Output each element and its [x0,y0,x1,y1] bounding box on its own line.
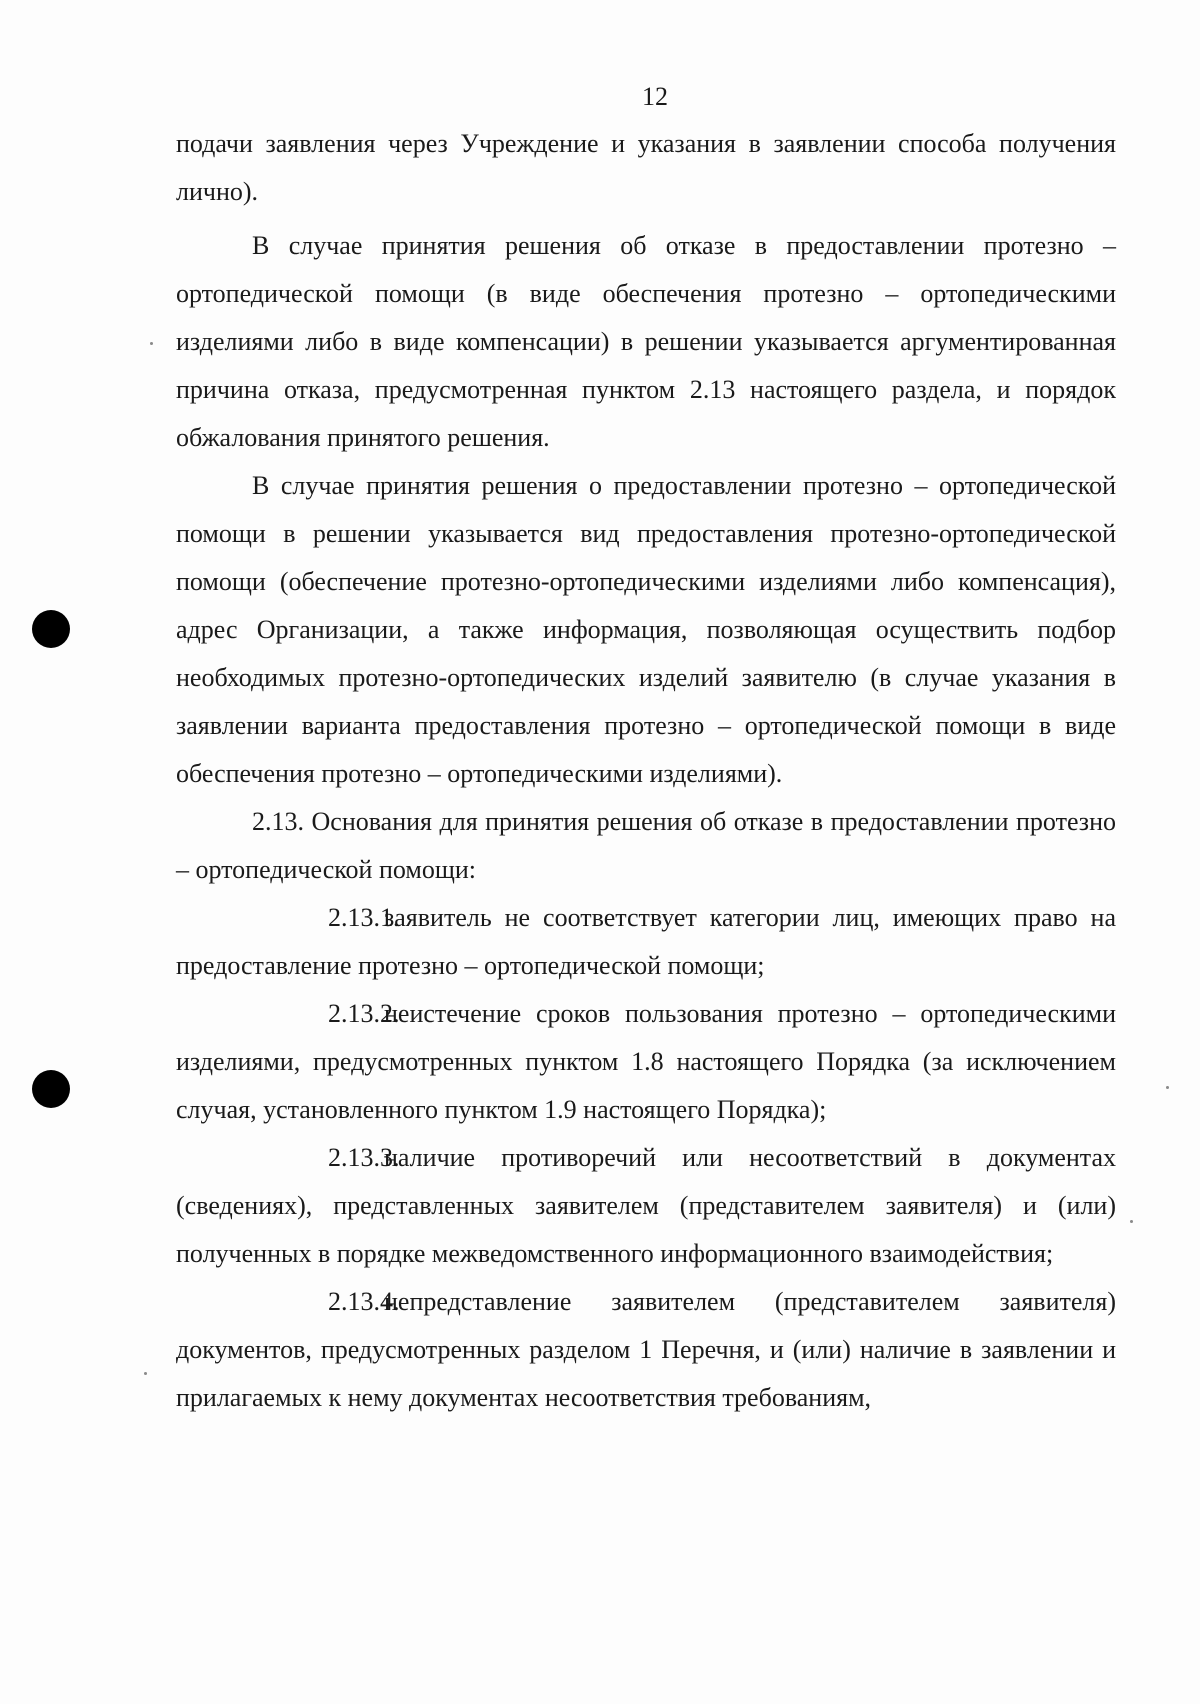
paragraph: подачи заявления через Учреждение и указания в заявлении способа получения лично). [176,129,1116,206]
list-item [176,990,1116,1134]
paragraph: В случае принятия решения о предоставлении протезно – ортопедической помощи в решении указывается вид предоставления протезно-ортопедической помощи (обеспечение протезно-ортопедическими изделиями либо компенсация), адрес Организации, а также информация, позволяющая осуществить подбор необходимых протезно-ортопедических изделий заявителю (в случае указания в заявлении варианта предоставления протезно – ортопедической помощи в виде обеспечения протезно – ортопедическими изделиями). [176,471,1116,788]
scan-speck [144,1372,147,1375]
item-number: 2.13.4. [328,1287,400,1316]
item-text: наличие противоречий или несоответствий в документах (сведениях), представленных заявителем (представителем заявителя) и (или) полученных в порядке межведомственного информационного взаимодействия; [176,1143,1116,1268]
section-heading: 2.13. Основания для принятия решения об отказе в предоставлении протезно – ортопедической помощи: [176,807,1116,884]
page-number: 12 [642,82,668,111]
item-text: заявитель не соответствует категории лиц, имеющих право на предоставление протезно – ортопедической помощи; [176,903,1116,980]
scan-speck [150,342,153,345]
item-number: 2.13.1. [328,903,400,932]
item-text: непредставление заявителем (представителем заявителя) документов, предусмотренных разделом 1 Перечня, и (или) наличие в заявлении и прилагаемых к нему документах несоответствия требованиям, [176,1287,1116,1412]
punch-hole [32,610,70,648]
list-item [176,894,1116,990]
item-number: 2.13.3. [328,1143,400,1172]
paragraph: В случае принятия решения об отказе в предоставлении протезно – ортопедической помощи (в виде обеспечения протезно – ортопедическими изделиями либо в виде компенсации) в решении указывается аргументированная причина отказа, предусмотренная пунктом 2.13 настоящего раздела, и порядок обжалования принятого решения. [176,231,1116,452]
list-item [176,1134,1116,1278]
document-body [176,120,1116,1422]
item-number: 2.13.2. [328,999,400,1028]
scan-speck [1130,1220,1133,1223]
list-item [176,1278,1116,1422]
scan-speck [1166,1086,1169,1089]
punch-hole [32,1070,70,1108]
item-text: неистечение сроков пользования протезно – ортопедическими изделиями, предусмотренных пунктом 1.8 настоящего Порядка (за исключением случая, установленного пунктом 1.9 настоящего Порядка); [176,999,1116,1124]
